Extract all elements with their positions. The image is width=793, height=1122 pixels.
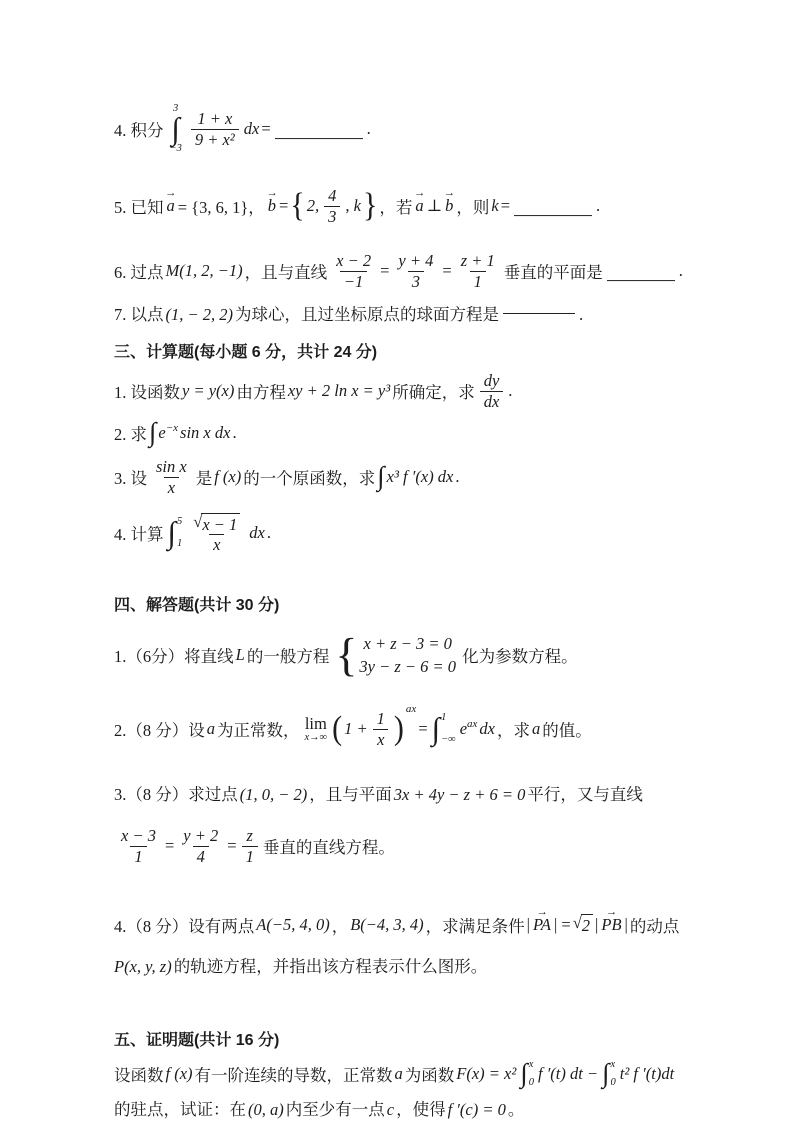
question-text: 为球心，且过坐标原点的球面方程是 [235,305,499,324]
vector-a-value: = {3, 6, 1}， [177,198,265,217]
question-text: 4. 计算 [114,525,164,544]
integral-sign [170,104,182,154]
vector-arrow-icon: → [536,906,548,919]
equals-sign: = [227,836,237,855]
section3-question-4 [114,508,703,558]
section4-question-4-line1 [114,901,703,941]
function-f: f (x) [214,467,242,486]
integral-sign [168,516,183,550]
vector-PA: → PA [532,906,551,934]
section-title: 五、证明题(共计 16 分) [114,1032,280,1049]
formula: y = y(x) [182,381,235,400]
variable-k: k [491,196,499,215]
radical-sign: √ [193,511,203,531]
section4-question-3-line1 [114,781,703,809]
abs-bar: | [624,915,628,934]
abs-bar: | [526,915,530,934]
question-text: 的一般方程 [246,647,330,666]
left-brace: { [290,186,305,224]
abs-bar-equals: | = [554,915,571,934]
question-text: ，且与直线 [244,263,328,282]
question-text: 3.（8 分）求过点 [114,785,238,804]
system-brace: { [335,628,358,681]
question-text: 2.（8 分）设 [114,721,205,740]
fraction: $\frac{1}{x}$ [373,709,389,749]
integral-glyph: ∫ [602,1058,610,1089]
question-text: 1. 设函数 [114,383,180,402]
answer-blank [514,215,592,216]
question-text: 所确定，求 [392,383,475,402]
question-text: 的值。 [542,721,592,740]
answer-blank [607,280,675,281]
perpendicular-symbol: ⊥ [426,196,443,215]
question-text: 的一个原函数，求 [243,469,376,488]
variable-a: a [532,719,541,738]
fraction: $\frac{\text{sin x}}{x}$ [156,457,187,497]
section3-question-1 [114,370,703,412]
point-B: B(−4, 3, 4) [350,915,424,934]
equals-sign: = [380,261,390,280]
integral-sign [432,712,456,746]
section4-question-4-line2 [114,953,703,979]
answer-blank [503,313,575,314]
formula: $e^{ax}$ [459,718,478,738]
question-6 [114,249,703,293]
formula: t² f ′(t)dt [619,1064,675,1083]
point-value: (1, − 2, 2) [165,305,233,324]
right-brace: } [362,186,378,224]
square-root: √ x − 1 [193,513,240,534]
integral-upper-limit: x [610,1059,616,1070]
formula: f ′(t) dt − [537,1064,599,1083]
vector-b: → b [266,187,278,215]
derivative-fraction: $\frac{dy}{dx}$ [480,371,504,411]
abs-bar: | [595,915,599,934]
period: . [266,523,271,542]
section-5-header [114,1027,703,1050]
line-L: L [235,645,245,664]
section3-question-2 [114,415,703,451]
integral-glyph: ∫ [171,111,180,147]
variable-a: a [394,1064,403,1083]
question-text: 垂直的平面是 [503,263,603,282]
integral-glyph: ∫ [167,515,176,551]
question-text: 由方程 [236,383,286,402]
question-text: 为正常数， [217,721,300,740]
question-text: 是 [195,469,213,488]
integral-lower-limit: 1 [177,537,183,549]
integral-upper-limit: x [528,1059,534,1070]
integral-glyph: ∫ [431,711,441,747]
question-text: 垂直的直线方程。 [262,838,395,857]
interval: (0, a) [248,1100,284,1119]
function-F: F(x) = x² [456,1064,517,1083]
question-7 [114,301,703,327]
exponent: ax [467,718,478,730]
vector-b-element: , k [345,196,361,215]
function-f: f (x) [165,1064,193,1083]
question-text: 7. 以点 [114,305,164,324]
section4-question-3-line2 [114,823,703,869]
fraction: $\frac{4}{3}$ [324,186,340,226]
formula: sin x dx [180,423,231,442]
formula: $e^{-x}$ [158,422,179,442]
radical-sign: √ [572,913,582,932]
vector-arrow-icon: → [164,187,177,200]
question-5 [114,169,703,237]
equals-sign: = [279,196,289,215]
point-P: P(x, y, z) [114,957,172,976]
integral-sign [520,1059,534,1089]
variable-a: a [206,719,215,738]
question-text: 1.（6分）将直线 [114,647,234,666]
fraction: $\frac{z + 1}{1}$ [460,251,495,291]
fraction: $\frac{z}{1}$ [242,826,258,866]
variable-c: c [386,1100,395,1119]
question-text: 4. 积分 [114,121,164,140]
integral-lower-limit: −∞ [441,733,456,745]
question-text: ，则 [456,198,490,217]
integral-glyph: ∫ [149,417,157,448]
equals-sign: = [500,196,511,215]
question-text: ，若 [379,198,413,217]
integral-glyph: ∫ [520,1058,528,1089]
comma: ， [331,917,349,936]
question-text: ，且与平面 [309,785,392,804]
fraction: √ x − 1 x [189,512,244,555]
vector-arrow-icon: → [443,187,456,200]
section4-question-1 [114,629,703,681]
vector-arrow-icon: → [266,187,278,200]
equation-system [335,628,457,681]
question-text: 内至少有一点 [285,1100,385,1119]
vector-PB: → PB [601,906,622,934]
section-4-header [114,592,703,615]
formula: f ′(c) = 0 [447,1100,506,1119]
vector-a: → a [413,187,426,215]
equation-1: x + z − 3 = 0 [363,633,452,653]
formula: x³ f ′(x) dx [386,467,454,486]
limit-operator: lim x→∞ [304,713,328,744]
formula: xy + 2 ln x = y³ [287,381,391,400]
question-text: 5. 已知 [114,198,164,217]
equation-2: 3y − z − 6 = 0 [359,657,457,676]
point-A: A(−5, 4, 0) [256,915,330,934]
square-root: √ 2 [573,914,593,936]
point-value: (1, 0, − 2) [239,785,308,804]
question-text: 2. 求 [114,425,147,444]
integral-sign [602,1059,616,1089]
question-text: 6. 过点 [114,263,164,282]
period: . [366,119,371,138]
point-M: M(1, 2, −1) [165,261,243,280]
question-text: 4.（8 分）设有两点 [114,917,255,936]
equals-sign: = [442,261,452,280]
fraction: $\frac{1 + x}{\text{9 + x²}}$ [191,109,239,149]
fraction: $\frac{x - 2}{-1}$ [336,251,372,291]
exponent: ax [405,703,417,715]
period: . [508,381,513,400]
question-text: 的动点 [629,917,680,936]
question-text: 化为参数方程。 [462,647,578,666]
integral-upper-limit: 1 [441,712,447,723]
integral-lower-limit: 0 [610,1076,616,1088]
formula: 1 + [344,719,368,738]
differential: dx [243,119,260,138]
limit-subscript: x→∞ [304,732,328,744]
vector-arrow-icon: → [605,906,618,919]
period: . [455,467,460,486]
differential: dx [249,523,265,542]
equals-sign: = [261,119,271,138]
right-paren: ) [393,709,404,747]
period: . [579,305,584,324]
question-text: 设函数 [114,1066,164,1085]
period: . [232,423,237,442]
question-text: 3. 设 [114,469,147,488]
fraction: $\frac{x - 3}{1}$ [121,826,156,866]
question-text: 的驻点，试证：在 [114,1100,246,1119]
section5-proof-line2 [114,1096,703,1122]
vector-a: → a [164,187,177,215]
integral-upper-limit: 5 [177,516,183,527]
period: . [596,196,601,215]
left-paren: ( [332,709,343,747]
question-text: 有一阶连续的导数，正常数 [194,1066,393,1085]
question-text: ，使得 [396,1100,446,1119]
integral-lower-limit: 0 [528,1076,534,1088]
fraction: $\frac{y + 4}{3}$ [398,251,434,291]
section3-question-3 [114,454,703,500]
period: 。 [507,1100,525,1119]
question-4 [114,99,703,159]
vector-b: → b [443,187,456,215]
differential: dx [479,719,495,738]
section5-proof-line1 [114,1056,703,1092]
vector-b-element: 2, [306,196,320,215]
question-text: 为函数 [404,1066,455,1085]
answer-blank [275,138,363,139]
exponent: −x [165,422,179,434]
equals-sign: = [164,836,175,855]
section-title: 四、解答题(共计 30 分) [114,597,280,614]
section-title: 三、计算题(每小题 6 分，共计 24 分) [114,344,378,361]
question-text: ，求满足条件 [425,917,525,936]
integral-lower-limit: −3 [169,142,182,154]
section4-question-2 [114,701,703,757]
integral-glyph: ∫ [377,461,385,492]
fraction: $\frac{y + 2}{4}$ [183,826,219,866]
question-text: 平行，又与直线 [527,785,643,804]
section-3-header [114,339,703,362]
question-text: 的轨迹方程，并指出该方程表示什么图形。 [173,957,488,976]
period: . [678,261,683,280]
vector-arrow-icon: → [413,187,426,200]
question-text: ，求 [497,721,530,740]
equals-sign: = [418,719,428,738]
plane-equation: 3x + 4y − z + 6 = 0 [393,785,526,804]
integral-upper-limit: 3 [173,102,179,114]
